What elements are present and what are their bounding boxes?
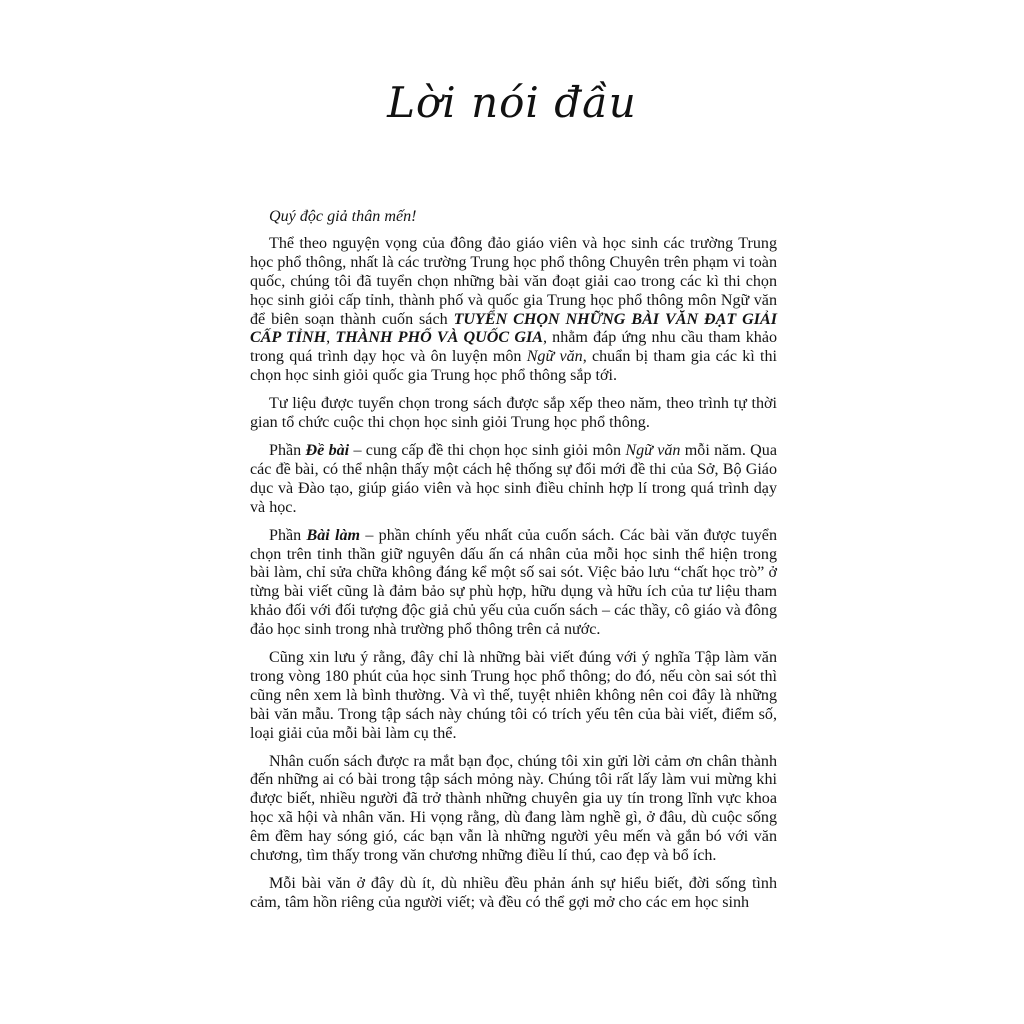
- paragraph-5: Cũng xin lưu ý rằng, đây chỉ là những bài viết đúng với ý nghĩa Tập làm văn trong vòng 180 phút của học sinh Trung học phổ thông; do đó, nếu còn sai sót thì cũng nên xem là bình thường. Và vì thế, tuyệt nhiên không nên coi đây là những bài văn mẫu. Trong tập sách này chúng tôi có trích yếu tên của bài viết, điểm số, loại giải của mỗi bài làm cụ thể.: [250, 649, 777, 742]
- document-body: [250, 208, 777, 922]
- paragraph-1: [250, 235, 777, 386]
- book-title-separator: ,: [326, 329, 336, 347]
- paragraph-1-text-c: , chuẩn bị tham gia các kì thi chọn học sinh giỏi quốc gia Trung học phổ thông sắp tới.: [250, 348, 777, 385]
- paragraph-3-text-a: Phần: [269, 441, 306, 459]
- paragraph-1-text-b: , nhằm đáp ứng nhu cầu tham khảo trong quá trình dạy học và ôn luyện môn: [250, 329, 778, 366]
- paragraph-4: [250, 527, 777, 640]
- subject-name: Ngữ văn: [625, 441, 681, 459]
- paragraph-7: Mỗi bài văn ở đây dù ít, dù nhiều đều phản ánh sự hiểu biết, đời sống tình cảm, tâm hồn riêng của người viết; và đều có thể gợi mở cho các em học sinh: [250, 875, 777, 911]
- paragraph-4-text-b: – phần chính yếu nhất của cuốn sách. Các bài văn được tuyển chọn trên tinh thần giữ nguyên dấu ấn cá nhân của mỗi học sinh thể hiện trong bài làm, chỉ sửa chữa không đáng kể một số sai sót. Việc bảo lưu “chất học trò” ở từng bài viết cũng là đảm bảo sự phù hợp, hữu dụng và hữu ích của tư liệu tham khảo đối với đối tượng độc giả chủ yếu của cuốn sách – các thầy, cô giáo và đông đảo học sinh trong nhà trường phổ thông trên cả nước.: [250, 526, 777, 639]
- paragraph-4-text-a: Phần: [269, 526, 307, 544]
- paragraph-2: Tư liệu được tuyển chọn trong sách được sắp xếp theo năm, theo trình tự thời gian tổ chức cuộc thi chọn học sinh giỏi Trung học phổ thông.: [250, 395, 777, 432]
- paragraph-3-text-b: – cung cấp đề thi chọn học sinh giỏi môn: [349, 441, 626, 459]
- book-title-continued: THÀNH PHỐ VÀ QUỐC GIA: [335, 329, 543, 347]
- greeting: Quý độc giả thân mến!: [269, 208, 417, 225]
- paragraph-3: [250, 442, 777, 518]
- paragraph-1-text-a: Thể theo nguyện vọng của đông đảo giáo viên và học sinh các trường Trung học phổ thông, nhất là các trường Trung học phổ thông Chuyên trên phạm vi toàn quốc, chúng tôi đã tuyển chọn những bài văn đoạt giải cao trong các kì thi chọn học sinh giỏi cấp tỉnh, thành phố và quốc gia Trung học phổ thông môn Ngữ văn để biên soạn thành cuốn sách: [250, 234, 777, 328]
- subject-name: Ngữ văn: [526, 348, 583, 366]
- paragraph-3-text-c: mỗi năm. Qua các đề bài, có thể nhận thấy một cách hệ thống sự đổi mới đề thi của Sở, Bộ Giáo dục và Đào tạo, giúp giáo viên và học sinh điều chỉnh hợp lí trong quá trình dạy và học.: [250, 441, 777, 516]
- page-title: Lời nói đầu: [387, 78, 637, 127]
- book-title: TUYỂN CHỌN NHỮNG BÀI VĂN ĐẠT GIẢI CẤP TỈNH: [250, 310, 777, 347]
- section-term-bai-lam: Bài làm: [306, 526, 361, 544]
- paragraph-6: Nhân cuốn sách được ra mắt bạn đọc, chúng tôi xin gửi lời cảm ơn chân thành đến những ai có bài trong tập sách mỏng này. Chúng tôi rất lấy làm vui mừng khi được biết, nhiều người đã trở thành những chuyên gia uy tín trong lĩnh vực khoa học xã hội và nhân văn. Hi vọng rằng, dù đang làm nghề gì, ở đâu, dù cuộc sống êm đềm hay sóng gió, các bạn vẫn là những người yêu mến và gắn bó với văn chương, tìm thấy trong văn chương những điều lí thú, cao đẹp và bổ ích.: [250, 752, 777, 865]
- section-term-de-bai: Đề bài: [305, 441, 350, 459]
